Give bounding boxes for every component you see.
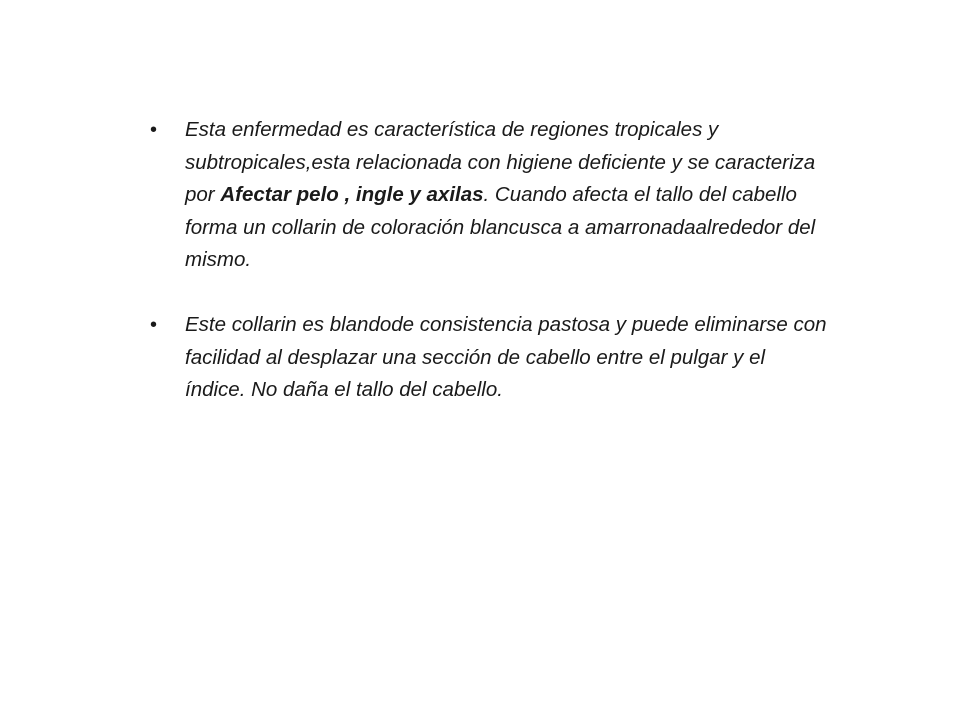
bullet-text: Este collarin es blandode consistencia pastosa y puede eliminarse con facilidad al desplazar una sección de cabello entre el pulgar y el índice. No daña el tallo del cabello. (185, 312, 827, 402)
bullet-marker: • (150, 313, 158, 336)
bullet-item-2 (150, 309, 830, 407)
bullet-text-before: Esta enfermedad es característica de regiones tropicales y subtropicales,esta relacionada con higiene deficiente y se caracteriza por (185, 118, 816, 207)
bullet-text-bold: Afectar pelo , ingle y axilas (220, 183, 484, 207)
bullet-text-after: . Cuando afecta el tallo del cabello forma un collarin de coloración blancusca a amarronadaalrededor del mismo. (185, 183, 816, 272)
bullet-item-1 (150, 114, 830, 277)
bullet-list (150, 114, 830, 439)
bullet-marker: • (150, 119, 158, 141)
